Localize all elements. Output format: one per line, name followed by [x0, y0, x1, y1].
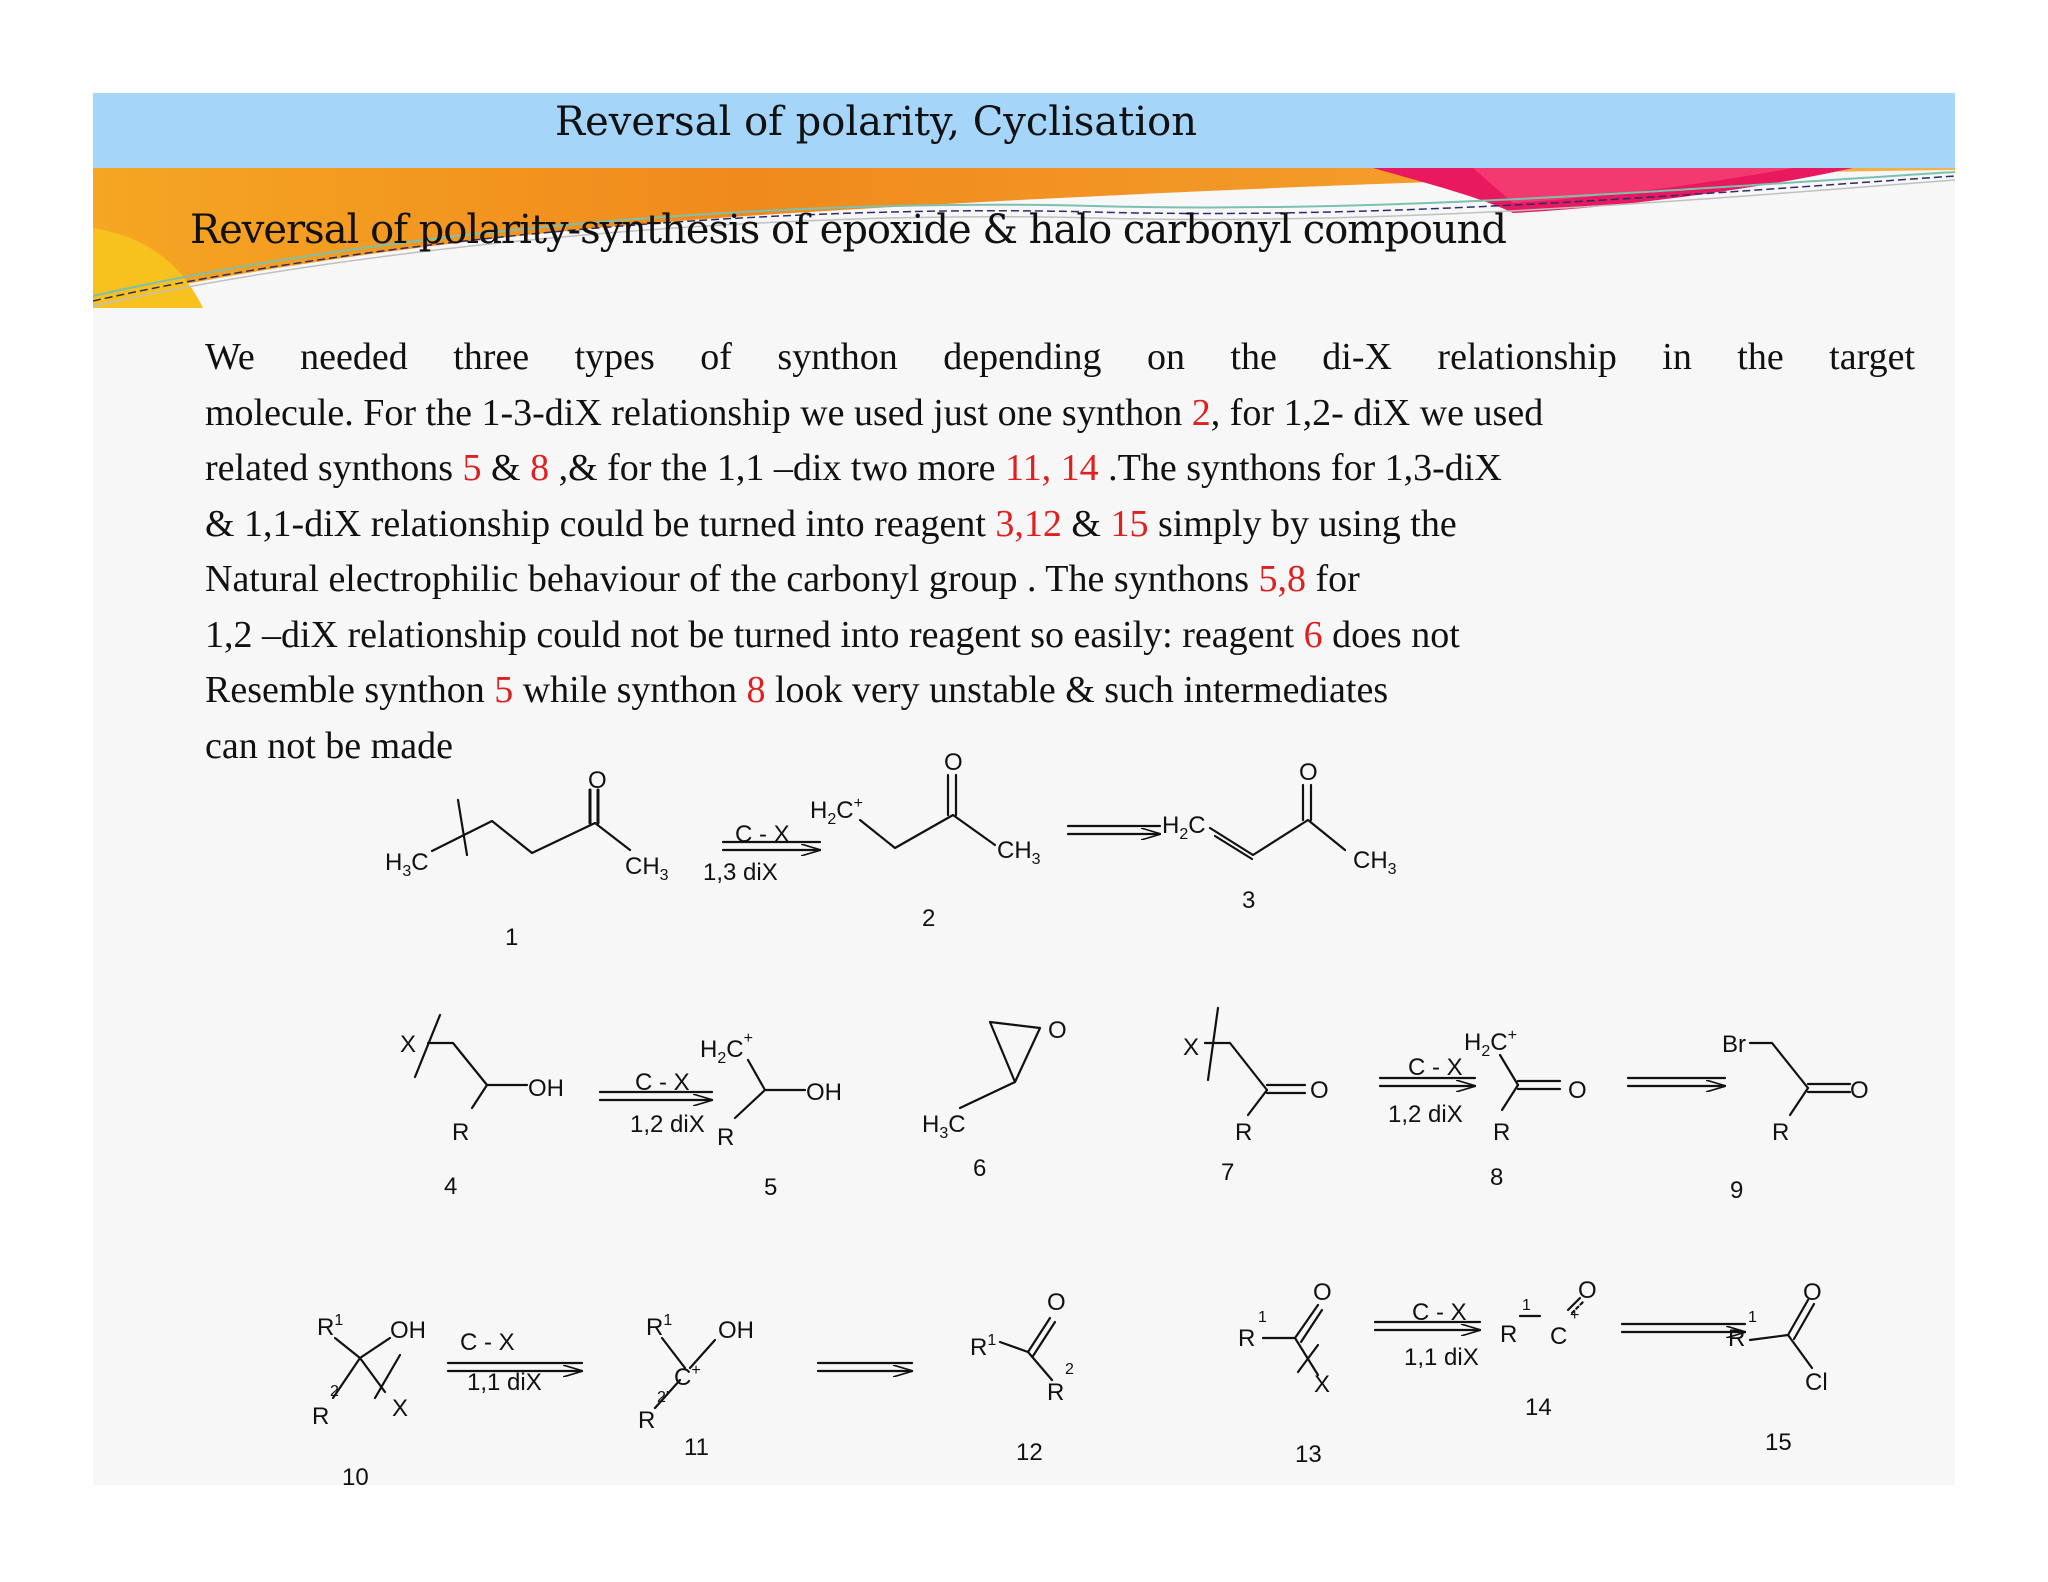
atom-label: R [638, 1407, 656, 1434]
atom-label: $CH_3$ [625, 853, 669, 884]
atom-label: $H_3C$ [922, 1111, 966, 1142]
atom-label: O [1047, 1289, 1066, 1316]
disconnection-sub-label: 1,1 diX [1404, 1344, 1479, 1371]
atom-label: 2 [330, 1383, 339, 1400]
reagent-arrow-3 [1068, 826, 1160, 834]
disconnection-label: C - X [1408, 1054, 1463, 1081]
atom-label: X [392, 1395, 409, 1422]
atom-label: R [1047, 1379, 1065, 1406]
paragraph-line-8: can not be made [205, 724, 453, 767]
synthon-8 [1500, 1055, 1560, 1110]
compound-10 [333, 1338, 400, 1398]
atom-label: O [1850, 1077, 1869, 1104]
atom-label: R [1728, 1325, 1746, 1352]
disconnection-sub-label: 1,2 diX [630, 1111, 705, 1138]
compound-13 [1263, 1305, 1322, 1375]
compound-number-label: 7 [1221, 1159, 1235, 1186]
paragraph-line-6: 1,2 –diX relationship could not be turned into reagent so easily: reagent 6 does not [205, 613, 1460, 656]
atom-label: R [452, 1119, 470, 1146]
paragraph-line-2: molecule. For the 1-3-diX relationship we used just one synthon 2, for 1,2- diX we used [205, 391, 1544, 434]
disconnection-label: C - X [1412, 1299, 1467, 1326]
atom-label: R [1238, 1325, 1256, 1352]
compound-number-label: 1 [505, 924, 519, 951]
atom-label: $H_2C$ [1162, 812, 1206, 843]
atom-label: $H_2C^+$ [810, 795, 863, 828]
atom-label: Br [1722, 1031, 1746, 1058]
paragraph-line-7: Resemble synthon 5 while synthon 8 look very unstable & such intermediates [205, 669, 1389, 711]
slide-subtitle: Reversal of polarity-synthesis of epoxide & halo carbonyl compound [190, 207, 1507, 253]
compound-number-label: 13 [1295, 1441, 1322, 1468]
compound-number-label: 12 [1016, 1439, 1043, 1466]
atom-label: O [1803, 1279, 1822, 1306]
paragraph-line-5: Natural electrophilic behaviour of the carbonyl group . The synthons 5,8 for [205, 558, 1360, 600]
compound-number-label: 2 [922, 905, 936, 932]
disconnection-label: C - X [735, 821, 790, 848]
atom-label: O [588, 767, 607, 794]
compound-number-label: 15 [1765, 1429, 1792, 1456]
atom-label: OH [390, 1317, 426, 1344]
atom-label: X [1183, 1034, 1200, 1061]
compound-number-label: 3 [1242, 887, 1256, 914]
atom-label: 1 [1748, 1309, 1757, 1326]
reagent-arrow-9 [1628, 1078, 1725, 1086]
disconnection-label: C - X [460, 1329, 515, 1356]
compound-number-label: 11 [684, 1434, 709, 1461]
atom-label: X [1314, 1371, 1331, 1398]
synthon-2 [860, 775, 995, 848]
reagent-9 [1750, 1043, 1850, 1115]
reagent-arrow-15 [1622, 1324, 1745, 1332]
atom-label: R [1772, 1119, 1790, 1146]
paragraph-line-1: We needed three types of synthon depending on the di-X relationship in the target [205, 336, 1915, 378]
atom-label: R [312, 1403, 330, 1430]
compound-4 [415, 1015, 527, 1108]
compound-number-label: 5 [764, 1174, 778, 1201]
atom-label: O [1568, 1077, 1587, 1104]
reagent-3 [1210, 785, 1345, 859]
atom-label: $R^1$ [970, 1332, 997, 1361]
disconnection-sub-label: 1,3 diX [703, 859, 778, 886]
atom-label: 2' [657, 1389, 669, 1406]
slide-title: Reversal of polarity, Cyclisation [555, 99, 1197, 145]
atom-label: OH [528, 1075, 564, 1102]
ketone-12 [1000, 1318, 1055, 1380]
disconnection-label: C - X [635, 1069, 690, 1096]
compound-7 [1205, 1008, 1305, 1115]
atom-label: O [944, 749, 963, 776]
atom-label: R [1235, 1119, 1253, 1146]
atom-label: 2 [1065, 1361, 1074, 1378]
compound-number-label: 6 [973, 1155, 987, 1182]
epoxide-6 [960, 1022, 1040, 1108]
atom-label: O [1313, 1279, 1332, 1306]
atom-label: C+ [674, 1362, 701, 1391]
atom-label: 1 [1522, 1297, 1531, 1314]
atom-label: Cl [1805, 1369, 1828, 1396]
reagent-arrow-12 [818, 1363, 912, 1371]
atom-label: OH [806, 1079, 842, 1106]
acid-chloride-15 [1750, 1300, 1814, 1368]
atom-label: 1 [1258, 1309, 1267, 1326]
paragraph-line-3: related synthons 5 & 8 ,& for the 1,1 –dix two more 11, 14 .The synthons for 1,3-diX [205, 447, 1502, 489]
compound-1 [432, 790, 630, 855]
atom-label: O [1310, 1077, 1329, 1104]
atom-label: O [1578, 1277, 1597, 1304]
disconnection-sub-label: 1,2 diX [1388, 1101, 1463, 1128]
paragraph-line-4: & 1,1-diX relationship could be turned into reagent 3,12 & 15 simply by using the [205, 502, 1457, 545]
atom-label: OH [718, 1317, 754, 1344]
atom-label: $H_2C^+$ [1464, 1027, 1517, 1060]
compound-number-label: 8 [1490, 1164, 1504, 1191]
compound-number-label: 10 [342, 1464, 369, 1491]
synthon-5 [735, 1060, 805, 1118]
atom-label: + [1570, 1307, 1580, 1324]
disconnection-sub-label: 1,1 diX [467, 1369, 542, 1396]
atom-label: O [1299, 759, 1318, 786]
atom-label: R [1493, 1119, 1511, 1146]
compound-number-label: 14 [1525, 1394, 1552, 1421]
atom-label: C [1550, 1323, 1568, 1350]
atom-label: $CH_3$ [1353, 847, 1397, 878]
atom-label: $R^1$ [646, 1312, 673, 1341]
atom-label: X [400, 1031, 417, 1058]
compound-number-label: 9 [1730, 1177, 1744, 1204]
atom-label: $H_2C^+$ [700, 1030, 753, 1067]
atom-label: O [1048, 1017, 1067, 1044]
atom-label: $CH_3$ [997, 837, 1041, 868]
atom-label: $H_3C$ [385, 849, 429, 880]
atom-label: R [1500, 1321, 1518, 1348]
compound-number-label: 4 [444, 1173, 458, 1200]
atom-label: $R^1$ [317, 1312, 344, 1341]
atom-label: R [717, 1124, 735, 1151]
